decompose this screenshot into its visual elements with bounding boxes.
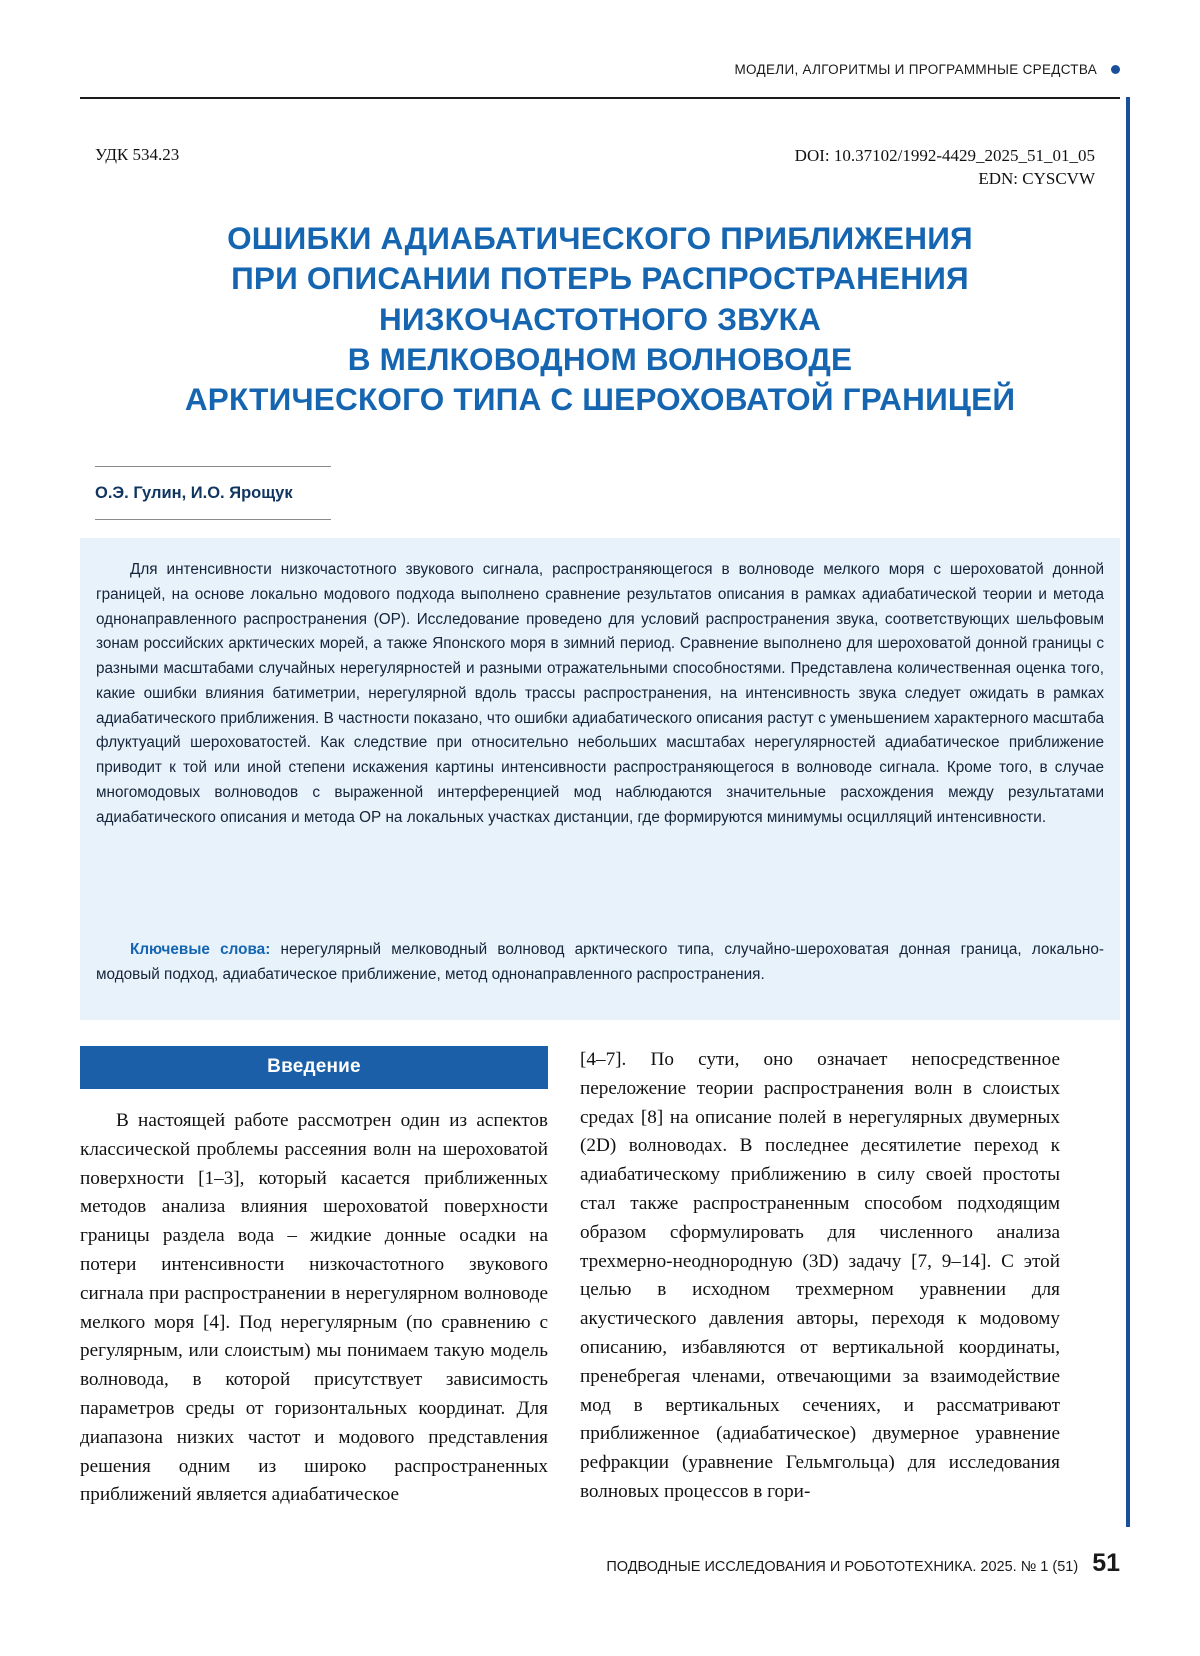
doi-value: DOI: 10.37102/1992-4429_2025_51_01_05: [794, 146, 1095, 165]
authors-names: О.Э. Гулин, И.О. Ярощук: [95, 484, 293, 502]
metadata-row: [95, 145, 1095, 191]
intro-paragraph-right: [4–7]. По сути, оно означает непосредственное переложение теории распространения волн в слоистых средах [8] на описание полей в нерегулярных двумерных (2D) волноводах. В последнее десятилетие переход к адиабатическому приближению в силу своей простоты стал также распространенным способом подходящим образом сформулировать для численного анализа трехмерно-неоднородную (3D) задачу [7, 9–14]. С этой целью в исходном трехмерном уравнении для акустического давления авторы, переходя к модовому описанию, избавляются от вертикальной координаты, пренебрегая членами, отвечающими за взаимодействие мод в вертикальных сечениях, и рассматривают приближенное (адиабатическое) двумерное уравнение рефракции (уравнение Гельмгольца) для исследования волновых процессов в гори-: [580, 1049, 1060, 1502]
title-line-1: ОШИБКИ АДИАБАТИЧЕСКОГО ПРИБЛИЖЕНИЯ: [227, 220, 973, 256]
doi-block: [795, 145, 1095, 191]
page-footer: [80, 1549, 1120, 1578]
column-left: [80, 1046, 548, 1510]
keywords-label: Ключевые слова:: [130, 941, 271, 958]
footer-journal-title: ПОДВОДНЫЕ ИССЛЕДОВАНИЯ И РОБОТОТЕХНИКА. 2025. № 1 (51): [606, 1559, 1079, 1575]
edn-value: EDN: CYSCVW: [978, 168, 1095, 188]
page-title: [90, 218, 1110, 420]
title-line-3: НИЗКОЧАСТОТНОГО ЗВУКА: [378, 300, 822, 337]
title-line-4: В МЕЛКОВОДНОМ ВОЛНОВОДЕ: [347, 340, 853, 377]
column-right: [580, 1046, 1060, 1507]
authors-block: [95, 466, 335, 520]
intro-paragraph-left: В настоящей работе рассмотрен один из аспектов классической проблемы рассеяния волн на шероховатой поверхности [1–3], который касается приближенных методов анализа влияния шероховатой поверхности границы раздела вода – жидкие донные осадки на потери интенсивности низкочастотного звукового сигнала при распространении в нерегулярном волноводе мелкого моря [4]. Под нерегулярным (по сравнению с регулярным, или слоистым) мы понимаем такую модель волновода, в которой присутствует зависимость параметров среды от горизонтальных координат. Для диапазона низких частот и модового представления решения одним из широко распространенных приближений является адиабатическое: [80, 1110, 548, 1506]
udk-code: УДК 534.23: [95, 145, 180, 164]
bullet-dot-icon: [1111, 65, 1120, 74]
authors-divider-bottom: [95, 519, 331, 520]
section-heading-introduction: Введение: [80, 1046, 548, 1089]
running-head-text: МОДЕЛИ, АЛГОРИТМЫ И ПРОГРАММНЫЕ СРЕДСТВА: [734, 62, 1097, 77]
keywords-block: [96, 938, 1104, 988]
keywords-text: нерегулярный мелководный волновод арктического типа, случайно-шероховатая донная граница, локально-модовый подход, адиабатическое приближение, метод однонаправленного распространения.: [96, 941, 1104, 983]
title-line-5: АРКТИЧЕСКОГО ТИПА С ШЕРОХОВАТОЙ ГРАНИЦЕЙ: [184, 381, 1016, 418]
header-divider: [80, 97, 1120, 99]
running-head: [80, 62, 1120, 77]
abstract-text: Для интенсивности низкочастотного звукового сигнала, распространяющегося в волноводе мелкого моря с шероховатой донной границей, на основе локально модового подхода выполнено сравнение результатов описания в рамках адиабатической теории и метода однонаправленного распространения (ОР). Исследование проведено для условий распространения звука, соответствующих шельфовым зонам российских арктических морей, а также Японского моря в зимний период. Сравнение выполнено для шероховатой донной границы с разными масштабами случайных нерегулярностей и разными отражательными способностями. Представлена количественная оценка того, какие ошибки влияния батиметрии, нерегулярной вдоль трассы распространения, на интенсивность звука следует ожидать в рамках адиабатического приближения. В частности показано, что ошибки адиабатического описания растут с уменьшением характерного масштаба флуктуаций шероховатостей. Как следствие при относительно небольших масштабах нерегулярностей адиабатическое приближение приводит к той или иной степени искажения картины интенсивности распространяющегося в волноводе сигнала. Кроме того, в случае многомодовых волноводов с выраженной интерференцией мод наблюдаются значительные расхождения между результатами адиабатического описания и метода ОР на локальных участках дистанции, где формируются минимумы осцилляций интенсивности.: [96, 561, 1104, 826]
page-side-bar: [1126, 97, 1130, 1527]
page-number: 51: [1092, 1549, 1120, 1577]
title-line-2: ПРИ ОПИСАНИИ ПОТЕРЬ РАСПРОСТРАНЕНИЯ: [231, 260, 969, 297]
